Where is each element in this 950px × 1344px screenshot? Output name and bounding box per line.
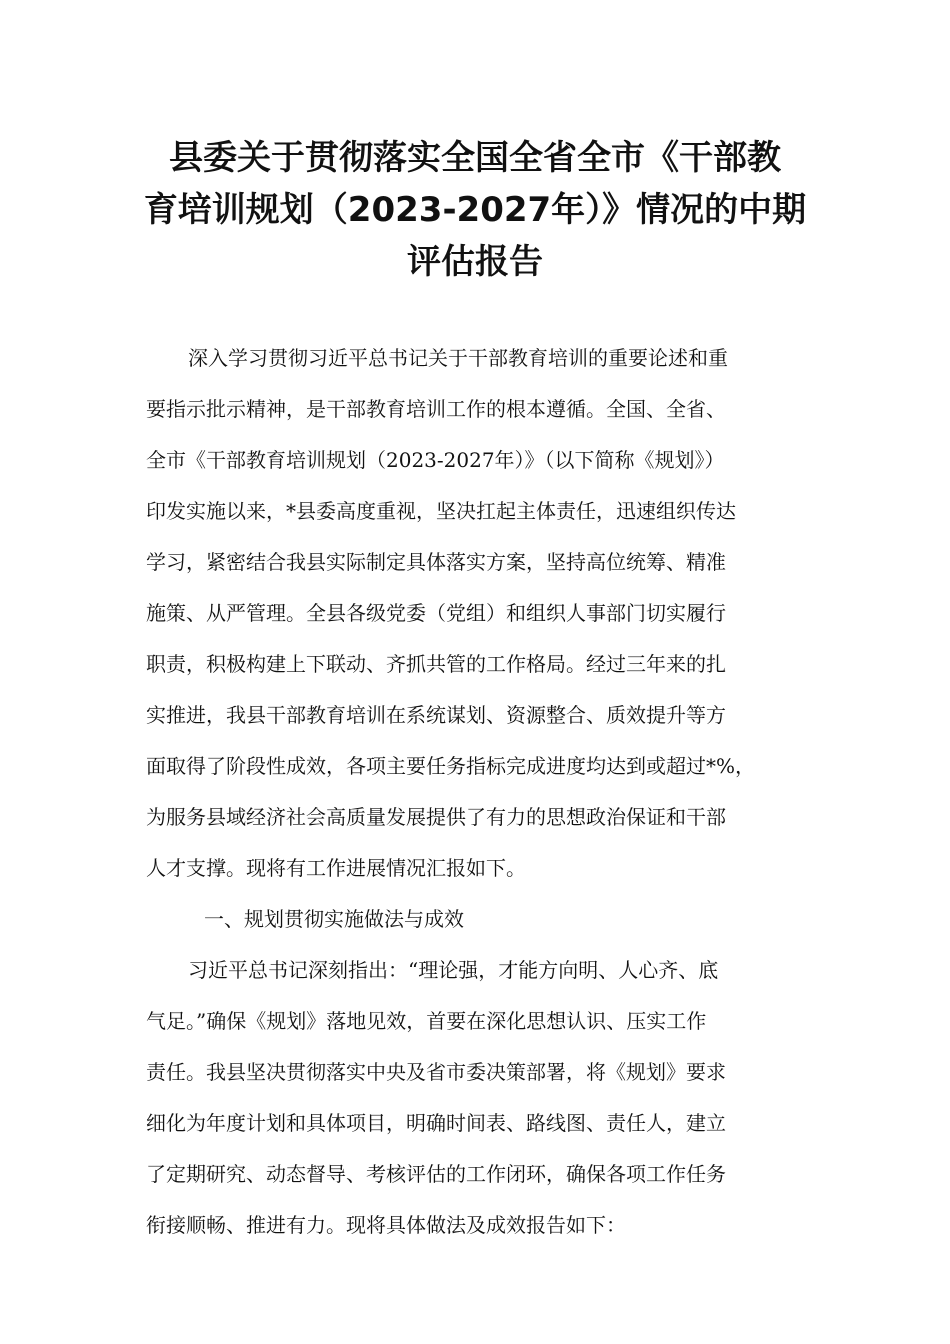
paragraph-line: 人才支撑。现将有工作进展情况汇报如下。 — [146, 856, 526, 880]
paragraph-line: 印发实施以来，*县委高度重视，坚决扛起主体责任，迅速组织传达 — [146, 499, 736, 523]
title-line: 育培训规划（2023-2027年）》情况的中期 — [143, 190, 807, 230]
document-body — [146, 333, 808, 1251]
title-line: 县委关于贯彻落实全国全省全市《干部教 — [169, 138, 781, 178]
paragraph-line: 衔接顺畅、推进有力。现将具体做法及成效报告如下： — [146, 1213, 626, 1237]
paragraph-line: 责任。我县坚决贯彻落实中央及省市委决策部署，将《规划》要求 — [146, 1060, 726, 1084]
paragraph-line: 要指示批示精神，是干部教育培训工作的根本遵循。全国、全省、 — [146, 397, 726, 421]
paragraph-line: 习近平总书记深刻指出：“理论强，才能方向明、人心齐、底 — [188, 958, 719, 982]
intro-paragraph — [146, 333, 808, 894]
paragraph-line: 学习，紧密结合我县实际制定具体落实方案，坚持高位统筹、精准 — [146, 550, 726, 574]
title-line: 评估报告 — [407, 242, 543, 282]
paragraph-line: 面取得了阶段性成效，各项主要任务指标完成进度均达到或超过*%， — [146, 754, 756, 778]
paragraph-line: 实推进，我县干部教育培训在系统谋划、资源整合、质效提升等方 — [146, 703, 726, 727]
paragraph-line: 深入学习贯彻习近平总书记关于干部教育培训的重要论述和重 — [188, 346, 728, 370]
document-title — [130, 132, 820, 288]
paragraph-line: 气足。”确保《规划》落地见效，首要在深化思想认识、压实工作 — [146, 1009, 707, 1033]
paragraph-line: 为服务县域经济社会高质量发展提供了有力的思想政治保证和干部 — [146, 805, 726, 829]
paragraph-line: 了定期研究、动态督导、考核评估的工作闭环，确保各项工作任务 — [146, 1162, 726, 1186]
paragraph-line: 细化为年度计划和具体项目，明确时间表、路线图、责任人，建立 — [146, 1111, 726, 1135]
section-heading: 一、规划贯彻实施做法与成效 — [204, 907, 464, 931]
paragraph-line: 职责，积极构建上下联动、齐抓共管的工作格局。经过三年来的扎 — [146, 652, 726, 676]
paragraph-line: 施策、从严管理。全县各级党委（党组）和组织人事部门切实履行 — [146, 601, 726, 625]
section-paragraph — [146, 945, 808, 1251]
paragraph-line: 全市《干部教育培训规划（2023-2027年）》（以下简称《规划》） — [146, 448, 725, 472]
